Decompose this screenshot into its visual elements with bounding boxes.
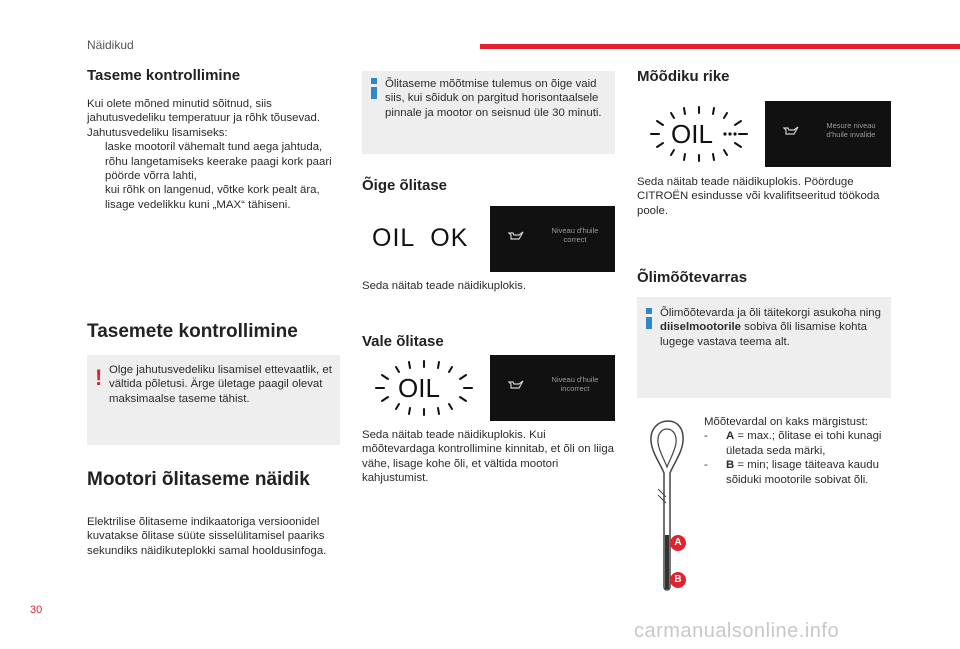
oil-can-icon [508, 379, 524, 394]
heading-oil-ok: Õige õlitase [362, 177, 448, 194]
list-item: lisage vedelikku kuni „MAX“ tähiseni. [105, 198, 291, 211]
coolant-intro-text: Kui olete mõned minutid sõitnud, siis jahutusvedeliku temperatuur ja rõhk tõusevad. Jahutusvedeliku lisamiseks: [87, 98, 321, 139]
watermark: carmanualsonline.info [634, 620, 840, 642]
display-oil-ok [362, 206, 615, 272]
heading-oil-level-indicator: Mootori õlitaseme näidik [87, 469, 310, 490]
dipstick-marks-text [704, 415, 892, 487]
oil-low-caption: Seda näitab teade näidikuplokis. Kui mõõtevardaga kontrollimine kinnitab, et õli on liiga vähe, lisage kohe õli, et vältida mootori kahjustumist. [362, 429, 615, 485]
oil-fault-message: Mesure niveau d'huile invalide [826, 121, 876, 139]
heading-oil-low: Vale õlitase [362, 333, 444, 350]
marker-a-badge: A [670, 535, 686, 551]
warning-icon: ! [95, 365, 103, 390]
info-box-oil-measure [362, 71, 615, 154]
oil-fault-symbol [637, 101, 765, 167]
oil-fault-label: OIL [671, 119, 713, 149]
oil-alert-symbol [362, 355, 490, 421]
list-item: - A = max.; õlitase ei tohi kunagi ületada seda märki, [704, 430, 882, 457]
display-oil-fault [637, 101, 891, 167]
oil-can-icon [508, 230, 524, 245]
marker-b-badge: B [670, 572, 686, 588]
list-item: laske mootoril vähemalt tund aega jahtuda, [105, 141, 323, 154]
oil-ok-symbol [362, 206, 490, 272]
heading-level-check: Taseme kontrollimine [87, 67, 241, 84]
oil-ok-caption: Seda näitab teade näidikuplokis. [362, 280, 527, 292]
warning-text: Olge jahutusvedeliku lisamisel ettevaatlik, et vältida põletusi. Ärge ületage paagil olevat maksimaalse taseme tähist. [109, 364, 332, 405]
oil-ok-message: Niveau d'huile correct [551, 226, 599, 244]
oil-fault-caption: Seda näitab teade näidikuplokis. Pöörduge CITROËN esindusse või kvalifitseeritud töökoda poole. [637, 176, 880, 217]
info-text-dipstick: Õlimõõtevarda ja õli täitekorgi asukoha ning diiselmootorile sobiva õli lisamise kohta lugege vastava teema alt. [660, 307, 881, 348]
info-box-dipstick [637, 297, 891, 398]
coolant-steps-list [87, 140, 342, 212]
dipstick-intro: Mõõtevardal on kaks märgistust: [704, 416, 868, 428]
section-label: Näidikud [87, 38, 134, 52]
oil-low-message: Niveau d'huile incorrect [551, 375, 599, 393]
coolant-intro [87, 97, 342, 212]
info-text-oil-measure: Õlitaseme mõõtmise tulemus on õige vaid siis, kui sõiduk on pargitud horisontaalsele pinnale ja mootor on seisnud üle 30 minuti. [385, 78, 602, 119]
list-item: kui rõhk on langenud, võtke kork pealt ära, [105, 184, 320, 197]
dipstick-illustration [640, 415, 702, 597]
list-item: rõhu langetamiseks keerake paagi kork paari pöörde võrra lahti, [105, 155, 332, 183]
heading-dipstick: Õlimõõtevarras [637, 269, 748, 286]
oil-low-label: OIL [398, 373, 440, 403]
list-item: - B = min; lisage täiteava kaudu sõiduki mootorile sobivat õli. [704, 459, 879, 486]
heading-levels-check: Tasemete kontrollimine [87, 321, 298, 342]
heading-gauge-fault: Mõõdiku rike [637, 68, 730, 85]
oil-indicator-text: Elektrilise õlitaseme indikaatoriga versioonidel kuvatakse õlitase süüte sisselülitamisel paariks sekundiks näidikuteplokki samal hooldusinfoga. [87, 516, 327, 557]
warning-box [87, 355, 340, 445]
oil-ok-label: OIL OK [372, 224, 469, 252]
oil-can-icon [783, 125, 799, 140]
header-accent-bar [480, 44, 960, 49]
page-number: 30 [30, 604, 43, 616]
display-oil-incorrect [362, 355, 615, 421]
